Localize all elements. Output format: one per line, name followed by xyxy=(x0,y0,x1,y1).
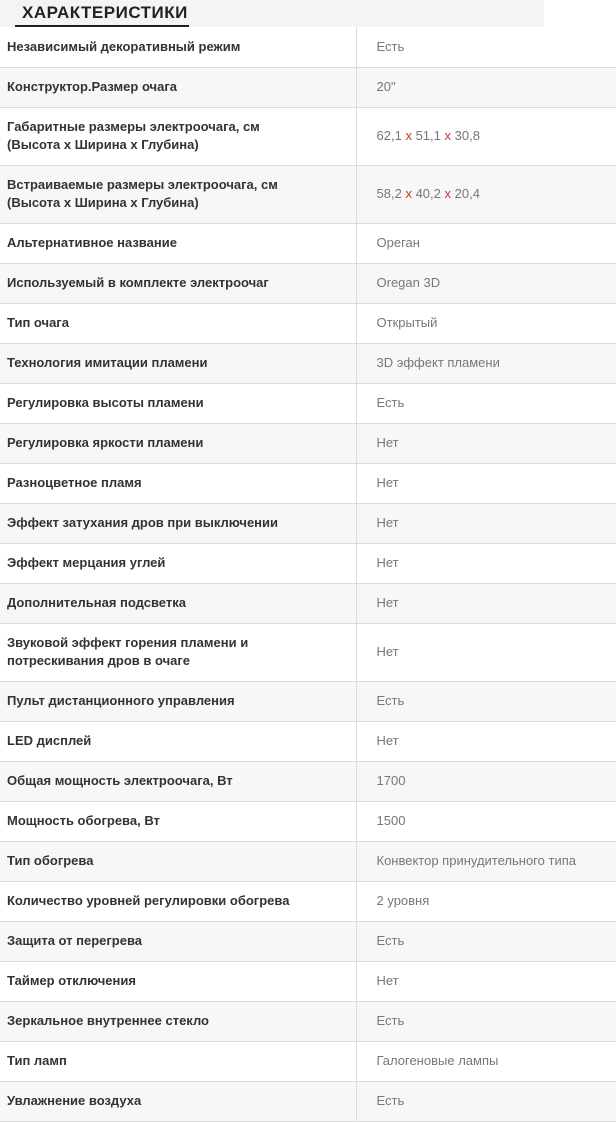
spec-label: Мощность обогрева, Вт xyxy=(0,801,356,841)
spec-value: Нет xyxy=(356,961,616,1001)
spec-value: Нет xyxy=(356,463,616,503)
spec-value: Есть xyxy=(356,921,616,961)
table-row xyxy=(0,67,616,107)
dimension-value: 20,4 xyxy=(454,186,480,201)
dimension-value: 62,1 xyxy=(376,128,402,143)
spec-value: Нет xyxy=(356,423,616,463)
spec-value: Ореган xyxy=(356,223,616,263)
dimension-separator: x xyxy=(405,128,412,143)
dimension-separator: x xyxy=(405,186,412,201)
spec-label: Увлажнение воздуха xyxy=(0,1081,356,1121)
specs-table xyxy=(0,27,616,1122)
table-row xyxy=(0,623,616,681)
table-row xyxy=(0,961,616,1001)
spec-label: Используемый в комплекте электроочаг xyxy=(0,263,356,303)
spec-value: Есть xyxy=(356,681,616,721)
section-header xyxy=(0,0,544,27)
spec-label: Независимый декоративный режим xyxy=(0,27,356,67)
table-row xyxy=(0,503,616,543)
spec-value: Есть xyxy=(356,383,616,423)
spec-label: LED дисплей xyxy=(0,721,356,761)
table-row xyxy=(0,921,616,961)
spec-label: Габаритные размеры электроочага, см (Высота x Ширина x Глубина) xyxy=(0,107,356,165)
spec-label: Регулировка высоты пламени xyxy=(0,383,356,423)
table-row xyxy=(0,223,616,263)
spec-label: Технология имитации пламени xyxy=(0,343,356,383)
spec-label: Эффект мерцания углей xyxy=(0,543,356,583)
table-row xyxy=(0,761,616,801)
spec-label: Таймер отключения xyxy=(0,961,356,1001)
dimension-value: 40,2 xyxy=(415,186,441,201)
table-row xyxy=(0,1081,616,1121)
dimension-value: 51,1 xyxy=(415,128,441,143)
table-row xyxy=(0,263,616,303)
spec-value: Нет xyxy=(356,721,616,761)
table-row xyxy=(0,681,616,721)
spec-label: Количество уровней регулировки обогрева xyxy=(0,881,356,921)
table-row xyxy=(0,801,616,841)
table-row xyxy=(0,583,616,623)
table-row xyxy=(0,107,616,165)
spec-label: Регулировка яркости пламени xyxy=(0,423,356,463)
spec-label: Встраиваемые размеры электроочага, см (Высота x Ширина x Глубина) xyxy=(0,165,356,223)
section-title: ХАРАКТЕРИСТИКИ xyxy=(22,3,188,22)
dimension-separator: x xyxy=(444,128,451,143)
table-row xyxy=(0,343,616,383)
spec-label: Общая мощность электроочага, Вт xyxy=(0,761,356,801)
table-row xyxy=(0,1041,616,1081)
spec-label: Зеркальное внутреннее стекло xyxy=(0,1001,356,1041)
spec-label: Пульт дистанционного управления xyxy=(0,681,356,721)
table-row xyxy=(0,721,616,761)
table-row xyxy=(0,27,616,67)
spec-value: Нет xyxy=(356,583,616,623)
dimension-value: 30,8 xyxy=(454,128,480,143)
spec-label: Эффект затухания дров при выключении xyxy=(0,503,356,543)
spec-value: 1500 xyxy=(356,801,616,841)
spec-value: Нет xyxy=(356,543,616,583)
spec-label: Альтернативное название xyxy=(0,223,356,263)
table-row xyxy=(0,543,616,583)
spec-value: Есть xyxy=(356,27,616,67)
spec-value: 1700 xyxy=(356,761,616,801)
spec-value: Галогеновые лампы xyxy=(356,1041,616,1081)
spec-value: Конвектор принудительного типа xyxy=(356,841,616,881)
spec-value: Oregan 3D xyxy=(356,263,616,303)
spec-value: Нет xyxy=(356,503,616,543)
spec-label: Защита от перегрева xyxy=(0,921,356,961)
spec-label: Тип обогрева xyxy=(0,841,356,881)
spec-value: 20" xyxy=(356,67,616,107)
dimension-value: 58,2 xyxy=(376,186,402,201)
dimension-separator: x xyxy=(444,186,451,201)
spec-value xyxy=(356,165,616,223)
table-row xyxy=(0,165,616,223)
table-row xyxy=(0,881,616,921)
spec-value: Нет xyxy=(356,623,616,681)
table-row xyxy=(0,841,616,881)
spec-label: Разноцветное пламя xyxy=(0,463,356,503)
spec-value: Открытый xyxy=(356,303,616,343)
spec-value: Есть xyxy=(356,1001,616,1041)
spec-value: 3D эффект пламени xyxy=(356,343,616,383)
spec-value: 2 уровня xyxy=(356,881,616,921)
spec-label: Тип очага xyxy=(0,303,356,343)
table-row xyxy=(0,383,616,423)
table-row xyxy=(0,1001,616,1041)
spec-value: Есть xyxy=(356,1081,616,1121)
table-row xyxy=(0,423,616,463)
spec-label: Звуковой эффект горения пламени и потрескивания дров в очаге xyxy=(0,623,356,681)
table-row xyxy=(0,303,616,343)
spec-label: Дополнительная подсветка xyxy=(0,583,356,623)
spec-value xyxy=(356,107,616,165)
spec-label: Конструктор.Размер очага xyxy=(0,67,356,107)
table-row xyxy=(0,463,616,503)
spec-label: Тип ламп xyxy=(0,1041,356,1081)
specs-table-body xyxy=(0,27,616,1121)
